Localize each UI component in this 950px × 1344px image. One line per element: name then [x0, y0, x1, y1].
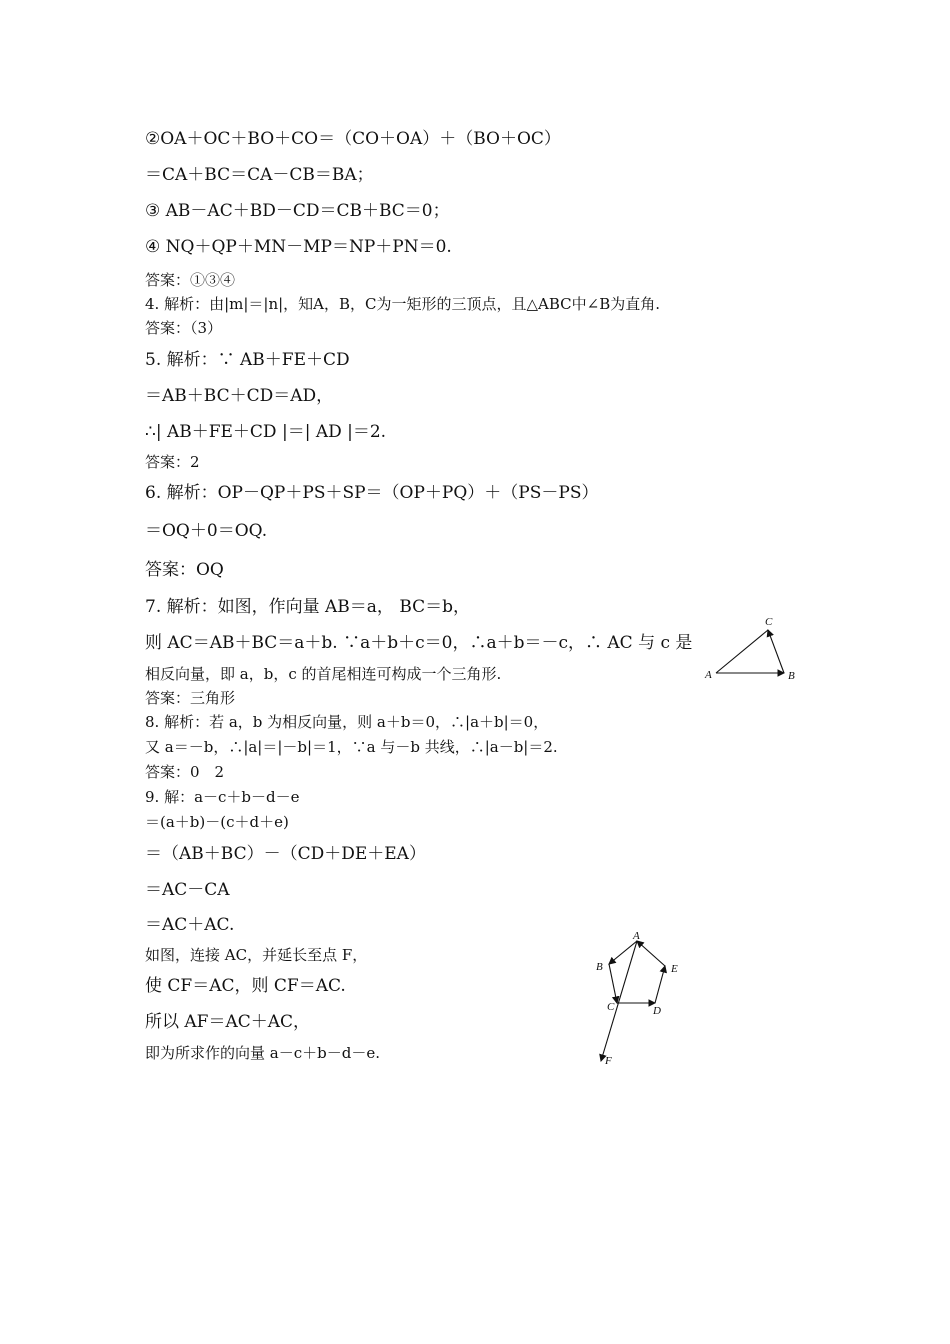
- solution-5-line-2: ＝AB＋BC＋CD＝AD，: [145, 386, 334, 406]
- label-b: B: [596, 961, 603, 973]
- solution-9-line-5: ＝AC＋AC.: [145, 915, 235, 935]
- label-e: E: [671, 963, 678, 975]
- answer-line-8: 答案：0 2: [145, 763, 225, 781]
- triangle-figure: [700, 612, 810, 687]
- label-d: D: [653, 1005, 661, 1017]
- solution-5-line-1: 5. 解析：∵ AB＋FE＋CD: [145, 350, 350, 370]
- solution-7-line-3: 相反向量，即 a，b，c 的首尾相连可构成一个三角形.: [145, 665, 502, 683]
- solution-5-line-3: ∴| AB＋FE＋CD |＝| AD |＝2.: [145, 422, 387, 442]
- solution-9-line-8: 所以 AF＝AC＋AC，: [145, 1012, 311, 1032]
- pentagon-figure: [585, 928, 695, 1070]
- answer-line-5: 答案：2: [145, 453, 200, 471]
- solution-line-3: ③ AB－AC＋BD－CD＝CB＋BC＝0；: [145, 201, 450, 221]
- solution-9-line-7: 使 CF＝AC，则 CF＝AC.: [145, 976, 346, 996]
- vector-ea: [637, 941, 665, 966]
- answer-line-6: 答案：OQ: [145, 560, 224, 580]
- vector-bc: [768, 630, 784, 673]
- solution-6-line-2: ＝OQ＋0＝OQ.: [145, 521, 268, 541]
- solution-9-line-1: 9. 解：a－c＋b－d－e: [145, 788, 300, 806]
- solution-line-4: ④ NQ＋QP＋MN－MP＝NP＋PN＝0.: [145, 237, 452, 257]
- label-c: C: [765, 616, 773, 628]
- solution-9-line-4: ＝AC－CA: [145, 880, 230, 900]
- solution-9-line-9: 即为所求作的向量 a－c＋b－d－e.: [145, 1044, 380, 1062]
- solution-4: 4. 解析：由|m|＝|n|，知A，B，C为一矩形的三顶点，且△ABC中∠B为直角.: [145, 295, 661, 313]
- solution-7-line-2: 则 AC＝AB＋BC＝a＋b. ∵a＋b＋c＝0，∴a＋b＝－c，∴ AC 与 c 是: [145, 633, 693, 653]
- solution-8-line-1: 8. 解析：若 a，b 为相反向量，则 a＋b＝0，∴|a＋b|＝0，: [145, 713, 549, 731]
- label-b: B: [788, 670, 795, 682]
- label-f: F: [605, 1055, 612, 1067]
- answer-line-3: 答案：①③④: [145, 271, 236, 289]
- vector-ac: [716, 630, 768, 673]
- solution-8-line-2: 又 a＝－b，∴|a|＝|－b|＝1，∵a 与－b 共线，∴|a－b|＝2.: [145, 738, 558, 756]
- answer-line-7: 答案：三角形: [145, 689, 236, 707]
- label-a: A: [705, 669, 712, 681]
- vector-de: [655, 966, 665, 1003]
- solution-line-2: ＝CA＋BC＝CA－CB＝BA；: [145, 165, 374, 185]
- answer-line-4: 答案：（3）: [145, 319, 223, 337]
- vector-bc: [609, 964, 617, 1003]
- solution-6-line-1: 6. 解析：OP－QP＋PS＋SP＝（OP＋PQ）＋（PS－PS）: [145, 483, 599, 503]
- solution-9-line-3: ＝（AB＋BC）－（CD＋DE＋EA）: [145, 844, 426, 864]
- solution-9-line-6: 如图，连接 AC，并延长至点 F，: [145, 946, 368, 964]
- label-c: C: [607, 1001, 615, 1013]
- solution-7-line-1: 7. 解析：如图，作向量 AB＝a， BC＝b，: [145, 597, 471, 617]
- label-a: A: [633, 930, 640, 942]
- vector-ab: [609, 941, 637, 964]
- solution-line-1: ②OA＋OC＋BO＋CO＝（CO＋OA）＋（BO＋OC）: [145, 129, 561, 149]
- solution-9-line-2: ＝(a＋b)－(c＋d＋e): [145, 813, 289, 831]
